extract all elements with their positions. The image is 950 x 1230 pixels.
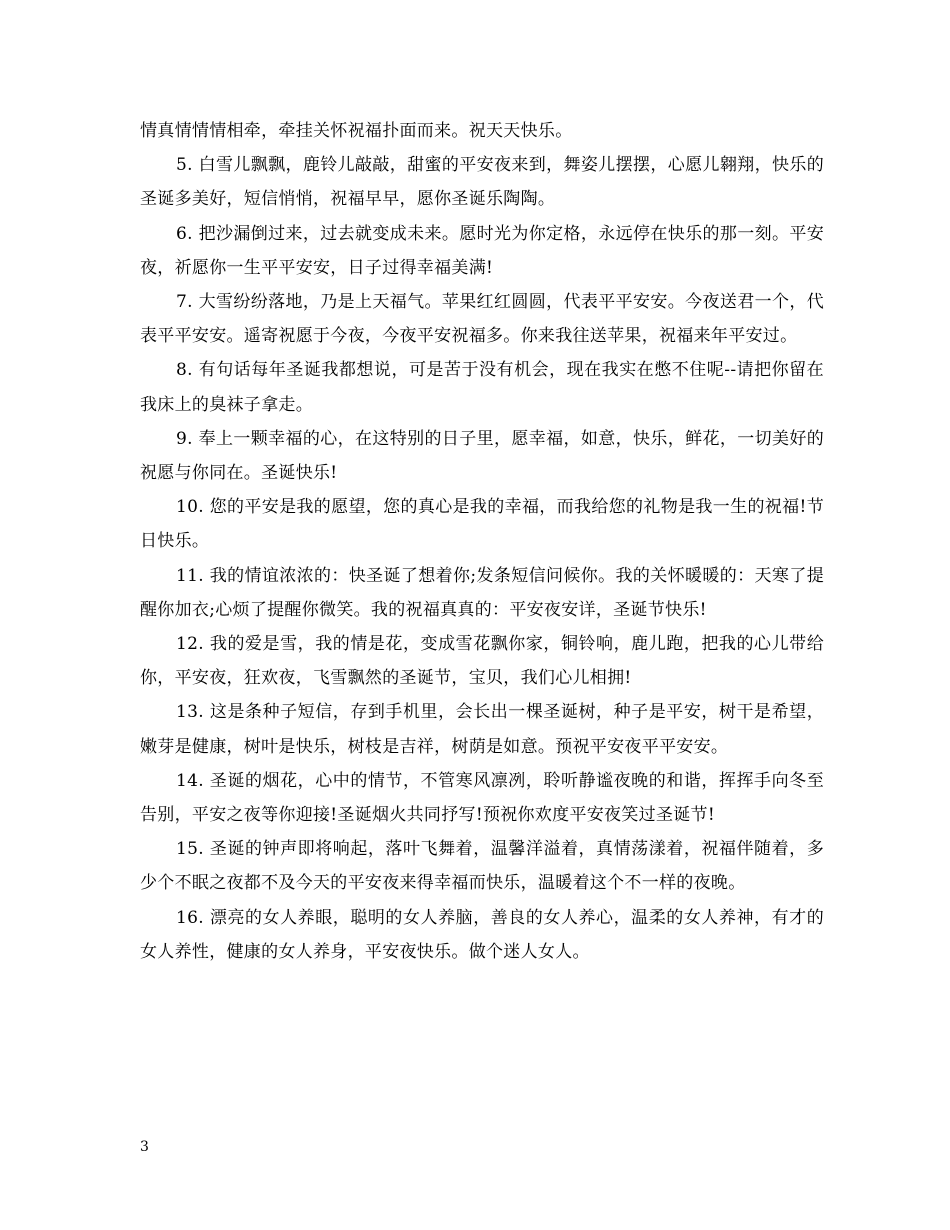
- paragraph-item-8: 8. 有句话每年圣诞我都想说，可是苦于没有机会，现在我实在憋不住呢--请把你留在我床上的臭袜子拿走。: [140, 360, 824, 415]
- paragraph-item-11: 11. 我的情谊浓浓的：快圣诞了想着你;发条短信问候你。我的关怀暖暖的：天寒了提醒你加衣;心烦了提醒你微笑。我的祝福真真的：平安夜安详，圣诞节快乐!: [140, 565, 824, 620]
- paragraph-item-9: 9. 奉上一颗幸福的心，在这特别的日子里，愿幸福，如意，快乐，鲜花，一切美好的祝愿与你同在。圣诞快乐!: [140, 428, 824, 484]
- paragraph-item-16: 16. 漂亮的女人养眼，聪明的女人养脑，善良的女人养心，温柔的女人养神，有才的女人养性，健康的女人养身，平安夜快乐。做个迷人女人。: [140, 907, 824, 962]
- paragraph-item-5: 5. 白雪儿飘飘，鹿铃儿敲敲，甜蜜的平安夜来到，舞姿儿摆摆，心愿儿翱翔，快乐的圣诞多美好，短信悄悄，祝福早早，愿你圣诞乐陶陶。: [140, 155, 824, 210]
- document-body: [140, 114, 824, 969]
- paragraph-item-10: 10. 您的平安是我的愿望，您的真心是我的幸福，而我给您的礼物是我一生的祝福!节日快乐。: [140, 497, 824, 552]
- paragraph-item-15: 15. 圣诞的钟声即将响起，落叶飞舞着，温馨洋溢着，真情荡漾着，祝福伴随着，多少个不眠之夜都不及今天的平安夜来得幸福而快乐，温暖着这个不一样的夜晚。: [140, 839, 824, 894]
- paragraph-item-14: 14. 圣诞的烟花，心中的情节，不管寒风凛冽，聆听静谧夜晚的和谐，挥挥手向冬至告别，平安之夜等你迎接!圣诞烟火共同抒写!预祝你欢度平安夜笑过圣诞节!: [140, 770, 824, 826]
- paragraph-item-6: 6. 把沙漏倒过来，过去就变成未来。愿时光为你定格，永远停在快乐的那一刻。平安夜，祈愿你一生平平安安，日子过得幸福美满!: [140, 223, 824, 278]
- paragraph-item-12: 12. 我的爱是雪，我的情是花，变成雪花飘你家，铜铃响，鹿儿跑，把我的心儿带给你，平安夜，狂欢夜，飞雪飘然的圣诞节，宝贝，我们心儿相拥!: [140, 634, 824, 689]
- paragraph-item-7: 7. 大雪纷纷落地，乃是上天福气。苹果红红圆圆，代表平平安安。今夜送君一个，代表平平安安。遥寄祝愿于今夜，今夜平安祝福多。你来我往送苹果，祝福来年平安过。: [140, 292, 824, 347]
- paragraph-continuation: 情真情情情相牵，牵挂关怀祝福扑面而来。祝天天快乐。: [140, 121, 573, 141]
- page-number: 3: [140, 1139, 149, 1155]
- paragraph-item-13: 13. 这是条种子短信，存到手机里，会长出一棵圣诞树，种子是平安，树干是希望，嫩芽是健康，树叶是快乐，树枝是吉祥，树荫是如意。预祝平安夜平平安安。: [140, 702, 824, 757]
